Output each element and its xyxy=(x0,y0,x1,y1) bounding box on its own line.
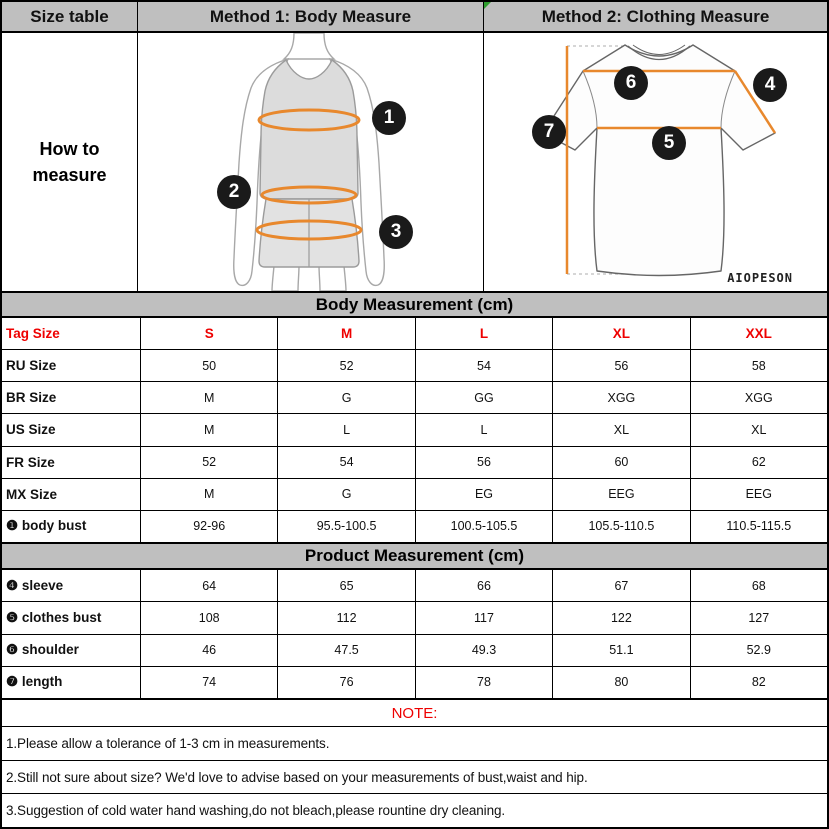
marker-3-hip: 3 xyxy=(379,215,413,249)
size-table-title: Size table xyxy=(30,6,109,26)
cell: 108 xyxy=(140,602,277,633)
note-item-3: 3.Suggestion of cold water hand washing,do not bleach,please rountine dry cleaning. xyxy=(2,793,827,827)
cell: 49.3 xyxy=(415,635,552,666)
cell: 60 xyxy=(552,447,689,478)
row-label: RU Size xyxy=(6,358,57,374)
cell: 64 xyxy=(140,570,277,601)
cell: M xyxy=(140,479,277,510)
clothing-measure-illustration xyxy=(483,33,827,291)
table-row-shoulder xyxy=(2,634,827,666)
cell: L xyxy=(277,414,414,445)
cell: 50 xyxy=(140,350,277,381)
marker-1-bust: 1 xyxy=(372,101,406,135)
row-label: ❼ length xyxy=(6,674,63,690)
row-label: BR Size xyxy=(6,390,57,406)
cell: 65 xyxy=(277,570,414,601)
note-item-1: 1.Please allow a tolerance of 1-3 cm in measurements. xyxy=(6,735,330,751)
marker-4-sleeve: 4 xyxy=(753,68,787,102)
cell: 82 xyxy=(690,667,827,698)
row-label: ❹ sleeve xyxy=(6,577,64,593)
table-row-sleeve xyxy=(2,570,827,601)
marker-7-length: 7 xyxy=(532,115,566,149)
table-row-ru-size xyxy=(2,349,827,381)
brand-label: AIOPESON xyxy=(727,271,793,285)
cell: EG xyxy=(415,479,552,510)
cell: 76 xyxy=(277,667,414,698)
table-row-body-bust xyxy=(2,510,827,542)
cell: XL xyxy=(552,414,689,445)
table-row-fr-size xyxy=(2,446,827,478)
cell: XL xyxy=(690,414,827,445)
method2-title xyxy=(483,2,827,31)
row-label: ❺ clothes bust xyxy=(6,609,102,625)
cell: 47.5 xyxy=(277,635,414,666)
cell: M xyxy=(140,382,277,413)
cell: 100.5-105.5 xyxy=(415,511,552,542)
cell: 80 xyxy=(552,667,689,698)
table-row-br-size xyxy=(2,381,827,413)
body-measurement-table xyxy=(2,318,827,542)
size-col-s: S xyxy=(140,318,277,349)
cell: 68 xyxy=(690,570,827,601)
cell: 127 xyxy=(690,602,827,633)
cell: 46 xyxy=(140,635,277,666)
cell: 54 xyxy=(277,447,414,478)
cell: 62 xyxy=(690,447,827,478)
table-row-tag-size xyxy=(2,318,827,349)
cell: 92-96 xyxy=(140,511,277,542)
size-col-m: M xyxy=(277,318,414,349)
cell: 52.9 xyxy=(690,635,827,666)
illustration-row xyxy=(2,33,827,291)
cell: 52 xyxy=(140,447,277,478)
cell: 67 xyxy=(552,570,689,601)
cell-corner-marker xyxy=(484,2,491,9)
row-label: ❻ shoulder xyxy=(6,642,79,658)
row-label: FR Size xyxy=(6,454,55,470)
top-header-row xyxy=(2,2,827,33)
product-measurement-title: Product Measurement (cm) xyxy=(2,542,827,570)
cell: L xyxy=(415,414,552,445)
table-row-clothes-bust xyxy=(2,601,827,633)
note-item-2: 2.Still not sure about size? We'd love to advise based on your measurements of bust,waist and hip. xyxy=(2,760,827,794)
cell: 54 xyxy=(415,350,552,381)
method2-title-text: Method 2: Clothing Measure xyxy=(541,6,770,26)
size-col-xl: XL xyxy=(552,318,689,349)
table-row-us-size xyxy=(2,413,827,445)
cell: 52 xyxy=(277,350,414,381)
cell: M xyxy=(140,414,277,445)
cell: 56 xyxy=(415,447,552,478)
cell: 58 xyxy=(690,350,827,381)
body-measure-illustration xyxy=(137,33,483,291)
cell: 51.1 xyxy=(552,635,689,666)
size-col-l: L xyxy=(415,318,552,349)
cell: 66 xyxy=(415,570,552,601)
cell: 105.5-110.5 xyxy=(552,511,689,542)
table-row-mx-size xyxy=(2,478,827,510)
cell: EEG xyxy=(552,479,689,510)
row-label: US Size xyxy=(6,422,56,438)
note-title: NOTE: xyxy=(2,698,827,727)
body-measurement-title: Body Measurement (cm) xyxy=(2,291,827,318)
cell: 112 xyxy=(277,602,414,633)
cell: GG xyxy=(415,382,552,413)
cell: G xyxy=(277,479,414,510)
marker-2-waist: 2 xyxy=(217,175,251,209)
method1-title: Method 1: Body Measure xyxy=(137,2,483,31)
cell: 56 xyxy=(552,350,689,381)
marker-6-shoulder: 6 xyxy=(614,66,648,100)
row-label: ❶ body bust xyxy=(6,518,87,534)
cell: EEG xyxy=(690,479,827,510)
cell: XGG xyxy=(690,382,827,413)
notes-list xyxy=(2,727,827,827)
how-to-measure-label: How to measure xyxy=(32,138,107,185)
product-measurement-table xyxy=(2,570,827,698)
row-label: MX Size xyxy=(6,486,58,502)
body-figure-icon xyxy=(138,33,483,291)
cell: G xyxy=(277,382,414,413)
cell: 95.5-100.5 xyxy=(277,511,414,542)
row-label: Tag Size xyxy=(6,326,60,342)
table-row-length xyxy=(2,666,827,698)
cell: 117 xyxy=(415,602,552,633)
cell: XGG xyxy=(552,382,689,413)
cell: 122 xyxy=(552,602,689,633)
marker-5-chest: 5 xyxy=(652,126,686,160)
cell: 78 xyxy=(415,667,552,698)
cell: 110.5-115.5 xyxy=(690,511,827,542)
size-col-xxl: XXL xyxy=(690,318,827,349)
cell: 74 xyxy=(140,667,277,698)
